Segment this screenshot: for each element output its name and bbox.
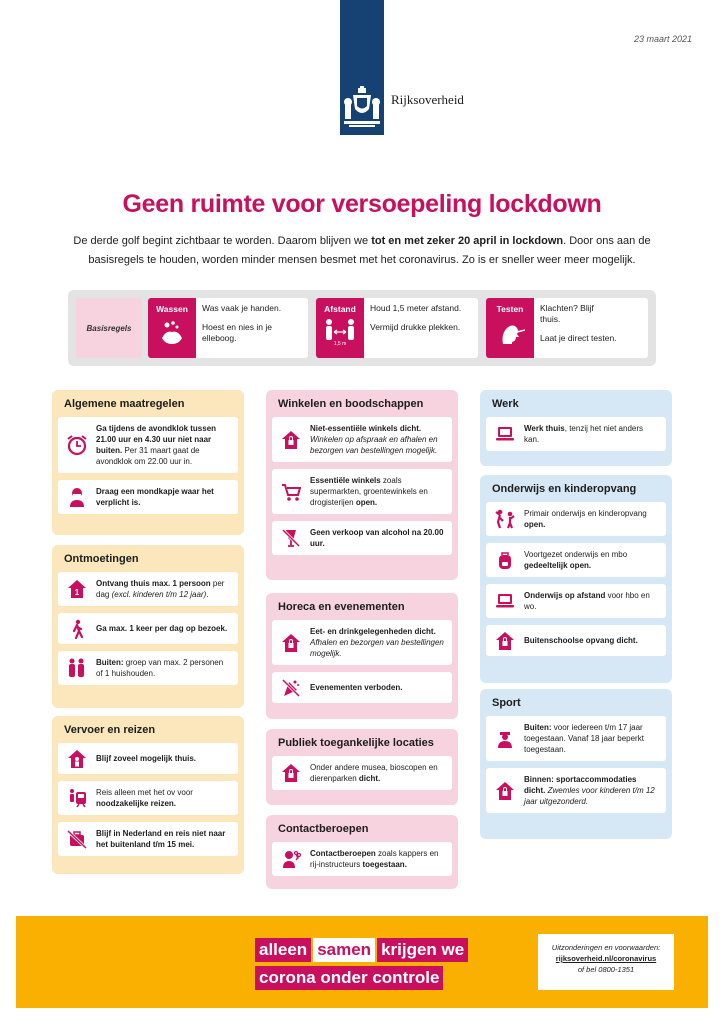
item-italic: (excl. kinderen t/m 12 jaar) — [111, 590, 207, 599]
basisregel-line-2: Vermijd drukke plekken. — [370, 322, 461, 332]
house-closed-icon — [494, 630, 516, 652]
intro-part-2: . Door ons aan de basisregels te houden, worden minder mensen besmet met het coronavirus. Zo is er sneller weer meer mogelijk. — [88, 235, 651, 266]
venue-closed-icon — [280, 762, 302, 784]
house-one-icon — [66, 578, 88, 600]
list-item — [272, 469, 452, 514]
item-end: . — [206, 590, 209, 599]
list-item — [486, 625, 666, 656]
list-item — [486, 417, 666, 451]
list-item — [58, 822, 238, 856]
item-italic: Afhalen en bezorgen van bestellingen mogelijk. — [310, 638, 444, 658]
item-text: groep van max. 2 personen of 1 huishouden. — [96, 658, 224, 678]
info-box — [538, 934, 674, 990]
list-item — [58, 613, 238, 644]
list-item — [272, 842, 452, 876]
list-item — [486, 768, 666, 813]
item-text: , tenzij het niet anders kan. — [524, 424, 644, 444]
item-italic: Zwemles voor kinderen t/m 12 jaar uitgezonderd. — [524, 786, 655, 806]
svg-text:1: 1 — [74, 588, 80, 597]
no-events-icon — [280, 677, 302, 699]
distance-label: 1,5 m — [333, 341, 347, 347]
list-item — [58, 743, 238, 774]
house-person-icon — [66, 748, 88, 770]
list-item — [58, 572, 238, 606]
gym-closed-icon — [494, 780, 516, 802]
basisregel-testen-badge — [486, 298, 534, 358]
item-bold: Blijf zoveel mogelijk thuis. — [96, 754, 197, 763]
basisregels-panel — [68, 290, 656, 366]
item-bold: Evenementen verboden. — [310, 683, 403, 692]
washing-hands-icon — [157, 318, 187, 348]
no-travel-icon — [66, 828, 88, 850]
item-text: voor hbo en wo. — [524, 591, 650, 611]
shopping-cart-icon — [280, 481, 302, 503]
item-bold: Onderwijs op afstand — [524, 591, 606, 600]
basisregel-name: Afstand — [324, 304, 356, 314]
list-item — [272, 620, 452, 665]
list-item — [486, 716, 666, 761]
section-sport — [480, 689, 672, 839]
crest-icon — [341, 86, 383, 130]
section-winkelen-en-boodschappen — [266, 390, 458, 580]
info-phone: of bel 0800-1351 — [577, 965, 635, 974]
page-title: Geen ruimte voor versoepeling lockdown — [122, 190, 602, 218]
slogan-word: alleen — [255, 938, 311, 962]
slogan — [254, 936, 494, 992]
section-title: Winkelen en boodschappen — [278, 398, 424, 410]
item-bold: Werk thuis — [524, 424, 565, 433]
section-vervoer-en-reizen — [52, 716, 244, 874]
basisregel-wassen-badge — [148, 298, 196, 358]
item-bold: Ga max. 1 keer per dag op bezoek. — [96, 624, 228, 633]
item-text: Per 31 maart gaat de avondklok om 22.00 uur in. — [96, 446, 200, 466]
item-bold: Buitenschoolse opvang dicht. — [524, 636, 638, 645]
section-algemene-maatregelen — [52, 390, 244, 535]
backpack-icon — [494, 549, 516, 571]
info-label: Uitzonderingen en voorwaarden: — [551, 943, 661, 952]
item-bold: Essentiële winkels — [310, 476, 381, 485]
basisregel-line-2: Laat je direct testen. — [540, 333, 617, 343]
item-text: voor iedereen t/m 17 jaar toegestaan. Vanaf 18 jaar beperkt toegestaan. — [524, 723, 644, 754]
item-bold: Ga tijdens de avondklok tussen 21.00 uur en 4.30 uur niet naar buiten. — [96, 424, 217, 455]
no-alcohol-icon — [280, 527, 302, 549]
section-title: Vervoer en reizen — [64, 724, 156, 736]
basisregel-afstand-badge — [316, 298, 364, 358]
item-text: per dag — [96, 579, 225, 599]
section-publiek-toegankelijke-locaties — [266, 729, 458, 805]
item-text: zoals kappers en rij-instructeurs — [310, 849, 439, 869]
restaurant-closed-icon — [280, 632, 302, 654]
intro-bold: tot en met zeker 20 april in lockdown — [371, 235, 564, 247]
list-item — [272, 521, 452, 555]
item-italic: Winkelen op afspraak en afhalen en bezorgen van bestellingen mogelijk. — [310, 435, 438, 455]
item-bold: Binnen: sportaccommodaties dicht. — [524, 775, 637, 795]
section-title: Publiek toegankelijke locaties — [278, 737, 434, 749]
section-title: Ontmoetingen — [64, 553, 139, 565]
intro-part-1: De derde golf begint zichtbaar te worden. Daarom blijven we — [73, 235, 372, 247]
basisregel-afstand — [316, 298, 478, 358]
basisregels-label: Basisregels — [76, 298, 142, 358]
section-title: Algemene maatregelen — [64, 398, 185, 410]
laptop-icon — [494, 423, 516, 445]
basisregel-text — [370, 303, 474, 341]
list-item — [58, 417, 238, 473]
list-item — [272, 756, 452, 790]
section-onderwijs-en-kinderopvang — [480, 475, 672, 683]
publication-date: 23 maart 2021 — [633, 34, 692, 44]
basisregel-text — [202, 303, 304, 352]
slogan-word-highlight: samen — [313, 938, 375, 962]
slogan-word: krijgen we — [377, 938, 468, 962]
item-bold: Buiten: — [96, 658, 124, 667]
item-bold-2: open. — [355, 498, 378, 507]
item-text: Primair onderwijs en kinderopvang — [524, 509, 647, 518]
item-bold: Draag een mondkapje waar het verplicht is. — [96, 487, 214, 507]
walking-person-icon — [66, 618, 88, 640]
item-bold: Buiten: — [524, 723, 552, 732]
item-text: Voortgezet onderwijs en mbo — [524, 550, 628, 559]
item-bold: open. — [524, 520, 546, 529]
alarm-clock-icon — [66, 434, 88, 456]
section-contactberoepen — [266, 815, 458, 889]
item-bold: noodzakelijke reizen. — [96, 799, 177, 808]
basisregel-text — [540, 303, 644, 352]
section-title: Horeca en evenementen — [278, 601, 405, 613]
laptop-icon — [494, 590, 516, 612]
list-item — [272, 672, 452, 703]
basisregel-line-1: Klachten? Blijf thuis. — [540, 303, 594, 324]
list-item — [486, 502, 666, 536]
section-horeca-en-evenementen — [266, 593, 458, 719]
testing-icon — [495, 318, 525, 348]
athlete-icon — [494, 728, 516, 750]
item-bold: Ontvang thuis max. 1 persoon — [96, 579, 211, 588]
train-icon — [66, 787, 88, 809]
basisregel-line-1: Houd 1,5 meter afstand. — [370, 303, 462, 313]
basisregel-testen — [486, 298, 648, 358]
item-bold: dicht. — [358, 774, 381, 783]
children-icon — [494, 508, 516, 530]
list-item — [58, 480, 238, 514]
basisregel-line-1: Was vaak je handen. — [202, 303, 282, 313]
item-bold: Niet-essentiële winkels dicht. — [310, 424, 422, 433]
basisregel-line-2: Hoest en nies in je elleboog. — [202, 322, 272, 343]
info-link[interactable]: rijksoverheid.nl/coronavirus — [555, 954, 657, 963]
item-text: Reis alleen met het ov voor — [96, 788, 193, 797]
section-title: Contactberoepen — [278, 823, 369, 835]
face-mask-icon — [66, 486, 88, 508]
item-text: Onder andere musea, bioscopen en dierenparken — [310, 763, 438, 783]
item-text: zoals supermarkten, groentewinkels en drogisterijen — [310, 476, 428, 507]
list-item — [486, 584, 666, 618]
brand-name: Rijksoverheid — [391, 92, 464, 107]
two-people-icon — [66, 657, 88, 679]
footer-banner — [16, 916, 708, 1008]
section-ontmoetingen — [52, 545, 244, 708]
section-title: Werk — [492, 398, 519, 410]
item-bold: Blijf in Nederland en reis niet naar het buitenland t/m 15 mei. — [96, 829, 226, 849]
intro-text — [70, 232, 654, 270]
item-bold-2: toegestaan. — [362, 860, 407, 869]
item-bold: Contactberoepen — [310, 849, 376, 858]
distance-icon — [323, 318, 357, 348]
list-item — [58, 651, 238, 685]
basisregel-name: Testen — [496, 304, 524, 314]
hairdresser-icon — [280, 848, 302, 870]
basisregel-wassen — [148, 298, 308, 358]
section-title: Sport — [492, 697, 521, 709]
item-bold: Eet- en drinkgelegenheden dicht. — [310, 627, 436, 636]
list-item — [58, 781, 238, 815]
item-bold: Geen verkoop van alcohol na 20.00 uur. — [310, 528, 444, 548]
section-werk — [480, 390, 672, 466]
list-item — [272, 417, 452, 462]
slogan-line-2: corona onder controle — [255, 966, 443, 990]
shop-closed-icon — [280, 429, 302, 451]
basisregel-name: Wassen — [156, 304, 188, 314]
item-bold: gedeeltelijk open. — [524, 561, 592, 570]
list-item — [486, 543, 666, 577]
section-title: Onderwijs en kinderopvang — [492, 483, 637, 495]
